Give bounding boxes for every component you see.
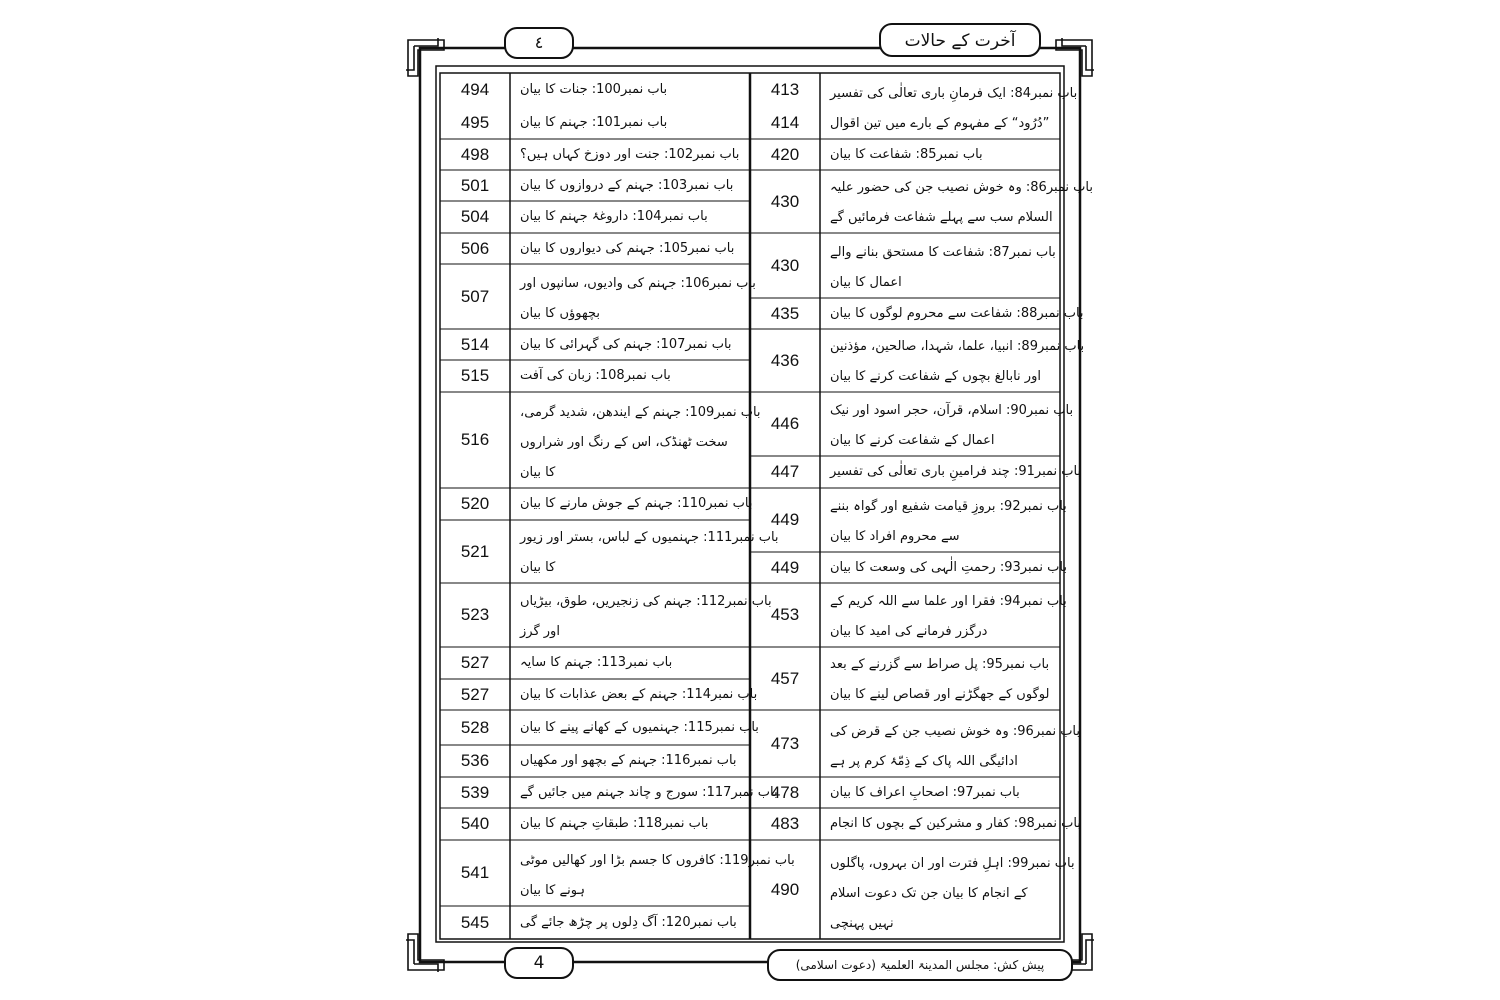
chapter-line: سخت ٹھنڈک، اس کے رنگ اور شراروں [520, 435, 728, 450]
toc-chapter[interactable] [510, 360, 750, 392]
chapter-line: باب نمبر117: سورج و چاند جہنم میں جائیں گے [520, 784, 778, 800]
toc-page: 516 [460, 430, 490, 449]
toc-page: 495 [460, 112, 490, 132]
toc-chapter[interactable] [820, 552, 1067, 583]
chapter-line: باب نمبر96: وہ خوش نصیب جن کے قرض کی [830, 724, 1081, 739]
chapter-line: باب نمبر104: داروغۂ جہنم کا بیان [520, 209, 708, 224]
toc-page: 483 [770, 814, 800, 833]
toc-chapter[interactable] [510, 264, 756, 329]
chapter-line: باب نمبر120: آگ دِلوں پر چڑھ جائے گی [520, 914, 737, 930]
chapter-line: باب نمبر88: شفاعت سے محروم لوگوں کا بیان [830, 305, 1084, 321]
chapter-line: باب نمبر106: جہنم کی وادیوں، سانپوں اور [520, 276, 756, 291]
chapter-line: باب نمبر112: جہنم کی زنجیریں، طوق، بیڑیاں [520, 594, 772, 609]
toc-chapter[interactable] [820, 170, 1093, 233]
chapter-line: باب نمبر90: اسلام، قرآن، حجر اسود اور نیک [830, 403, 1074, 418]
toc-page: 435 [770, 303, 800, 323]
page-number-top: ٤ [534, 33, 544, 52]
toc-chapter[interactable] [820, 583, 1067, 647]
toc-chapter[interactable] [510, 906, 750, 939]
toc-page: 528 [460, 717, 490, 737]
toc-chapter[interactable] [510, 745, 750, 777]
chapter-line: باب نمبر109: جہنم کے ایندھن، شدید گرمی، [520, 405, 761, 420]
chapter-line: کا بیان [520, 465, 556, 480]
chapter-line: ہونے کا بیان [520, 883, 586, 898]
chapter-line: کا بیان [520, 560, 556, 575]
chapter-line: باب نمبر93: رحمتِ الٰہی کی وسعت کا بیان [830, 559, 1067, 575]
toc-chapter[interactable] [820, 233, 1060, 298]
toc-chapter[interactable] [820, 392, 1074, 456]
chapter-line: باب نمبر115: جہنمیوں کے کھانے پینے کا بیان [520, 719, 759, 735]
chapter-line: باب نمبر108: زبان کی آفت [520, 368, 671, 383]
toc-chapter[interactable] [510, 106, 750, 139]
toc-page: 507 [460, 286, 490, 306]
toc-page: 514 [460, 334, 490, 354]
toc-chapter[interactable] [510, 488, 753, 520]
toc-chapter[interactable] [510, 520, 779, 583]
toc-chapter[interactable] [510, 583, 772, 647]
chapter-line: باب نمبر118: طبقاتِ جہنم کا بیان [520, 816, 709, 831]
chapter-line: باب نمبر103: جہنم کے دروازوں کا بیان [520, 177, 734, 193]
chapter-line: اعمال کے شفاعت کرنے کا بیان [830, 433, 995, 448]
toc-chapter[interactable] [820, 808, 1081, 840]
toc-page: 541 [460, 863, 490, 882]
chapter-line: باب نمبر99: اہلِ فترت اور ان بہروں، پاگلوں [830, 856, 1075, 871]
toc-chapter[interactable] [510, 201, 750, 233]
toc-page: 536 [460, 751, 490, 770]
chapter-line: باب نمبر91: چند فرامینِ باری تعالٰی کی تفسیر [830, 464, 1082, 479]
toc-chapter[interactable] [820, 456, 1082, 488]
page-number-bottom: 4 [533, 953, 545, 973]
toc-page: 430 [770, 191, 800, 211]
chapter-line: باب نمبر105: جہنم کی دیواروں کا بیان [520, 240, 735, 256]
toc-page: 413 [770, 79, 800, 99]
toc-chapter[interactable] [510, 170, 750, 201]
chapter-line: باب نمبر84: ایک فرمانِ باری تعالٰی کی تفسیر [830, 86, 1078, 101]
toc-chapter[interactable] [510, 233, 750, 264]
toc-page: 527 [460, 653, 490, 672]
toc-page: 504 [460, 207, 490, 226]
toc-chapter[interactable] [820, 329, 1085, 392]
toc-page: 430 [770, 255, 800, 275]
chapter-line: باب نمبر100: جنات کا بیان [520, 81, 668, 97]
chapter-line: باب نمبر92: بروزِ قیامت شفیع اور گواہ بننے [830, 499, 1067, 514]
toc-chapter[interactable] [820, 647, 1060, 710]
chapter-line: اعمال کا بیان [830, 275, 902, 290]
chapter-line: باب نمبر102: جنت اور دوزخ کہاں ہیں؟ [520, 146, 740, 162]
chapter-line: اور نابالغ بچوں کے شفاعت کرنے کا بیان [830, 369, 1041, 384]
toc-page: 449 [770, 510, 800, 529]
chapter-line: درگزر فرمانے کی امید کا بیان [830, 624, 988, 639]
toc-page: 414 [770, 112, 800, 132]
chapter-line: باب نمبر89: انبیا، علما، شہدا، صالحین، مؤذنین [830, 339, 1085, 354]
toc-chapter[interactable] [510, 679, 758, 710]
chapter-line: ”دُرُود“ کے مفہوم کے بارے میں تین اقوال [830, 116, 1050, 131]
toc-chapter[interactable] [510, 392, 761, 488]
toc-page: 447 [770, 462, 800, 481]
toc-chapter[interactable] [510, 777, 778, 808]
chapter-line: باب نمبر110: جہنم کے جوش مارنے کا بیان [520, 496, 753, 511]
publisher-credit: پیش کش: مجلس المدینۃ العلمیۃ (دعوت اسلامی) [795, 958, 1045, 972]
chapter-line: باب نمبر107: جہنم کی گہرائی کا بیان [520, 336, 732, 352]
toc-page: 501 [460, 175, 490, 195]
toc-page: 539 [460, 782, 490, 802]
toc-chapter[interactable] [510, 647, 750, 679]
toc-chapter[interactable] [510, 329, 750, 360]
toc-chapter[interactable] [820, 73, 1078, 139]
toc-chapter[interactable] [820, 488, 1067, 552]
chapter-line: لوگوں کے جھگڑنے اور قصاص لینے کا بیان [830, 687, 1050, 702]
chapter-line: باب نمبر113: جہنم کا سایہ [520, 655, 673, 670]
toc-chapter[interactable] [820, 840, 1075, 939]
toc-page: 527 [460, 684, 490, 704]
toc-page: 436 [770, 350, 800, 370]
chapter-line: باب نمبر116: جہنم کے بچھو اور مکھیاں [520, 753, 737, 768]
book-title: آخرت کے حالات [904, 31, 1016, 51]
toc-page: 453 [770, 605, 800, 624]
chapter-line: باب نمبر98: کفار و مشرکین کے بچوں کا انجام [830, 816, 1081, 831]
chapter-line: اور گرز [520, 624, 560, 639]
toc-page: 457 [770, 668, 800, 688]
chapter-line: بچھوؤں کا بیان [520, 306, 601, 321]
chapter-line: نہیں پہنچی [830, 916, 894, 931]
toc-page: 540 [460, 814, 490, 833]
chapter-line: سے محروم افراد کا بیان [830, 529, 960, 544]
toc-page: 498 [460, 144, 490, 164]
chapter-line: ادائیگی اللہ پاک کے ذِمّۂ کرم پر ہے [830, 754, 1018, 769]
toc-page: 494 [460, 79, 490, 99]
toc-page: 449 [770, 557, 800, 577]
toc-chapter[interactable] [820, 139, 1060, 170]
toc-page: 520 [460, 494, 490, 513]
chapter-line: کے انجام کا بیان جن تک دعوت اسلام [830, 886, 1028, 901]
toc-page: 506 [460, 238, 490, 258]
toc-page: 420 [770, 144, 800, 164]
toc-chapter[interactable] [510, 710, 759, 745]
toc-page: 523 [460, 605, 490, 624]
chapter-line: باب نمبر114: جہنم کے بعض عذابات کا بیان [520, 686, 758, 702]
toc-page: 515 [460, 366, 490, 385]
chapter-line: باب نمبر86: وہ خوش نصیب جن کی حضور علیہ [830, 180, 1093, 195]
toc-page: 490 [770, 879, 800, 899]
chapter-line: باب نمبر94: فقرا اور علما سے اللہ کریم کے [830, 594, 1067, 609]
toc-chapter[interactable] [510, 139, 750, 170]
toc-chapter[interactable] [510, 73, 750, 106]
chapter-line: باب نمبر95: پل صراط سے گزرنے کے بعد [830, 657, 1050, 672]
toc-chapter[interactable] [820, 298, 1084, 329]
chapter-line: باب نمبر85: شفاعت کا بیان [830, 146, 983, 162]
toc-chapter[interactable] [510, 808, 750, 840]
toc-chapter[interactable] [820, 777, 1060, 808]
toc-page: 521 [460, 541, 490, 561]
chapter-line: باب نمبر87: شفاعت کا مستحق بنانے والے [830, 245, 1056, 260]
toc-page: 473 [770, 733, 800, 753]
toc-page: 446 [770, 414, 800, 433]
chapter-line: باب نمبر97: اصحابِ اعراف کا بیان [830, 784, 1020, 800]
chapter-line: باب نمبر119: کافروں کا جسم بڑا اور کھالیں موٹی [520, 853, 795, 868]
chapter-line: السلام سب سے پہلے شفاعت فرمائیں گے [830, 210, 1053, 225]
chapter-line: باب نمبر101: جہنم کا بیان [520, 114, 668, 130]
toc-chapter[interactable] [820, 710, 1081, 777]
toc-page: 478 [770, 782, 800, 802]
toc-page: 545 [460, 912, 490, 932]
chapter-line: باب نمبر111: جہنمیوں کے لباس، بستر اور زیور [520, 530, 779, 545]
